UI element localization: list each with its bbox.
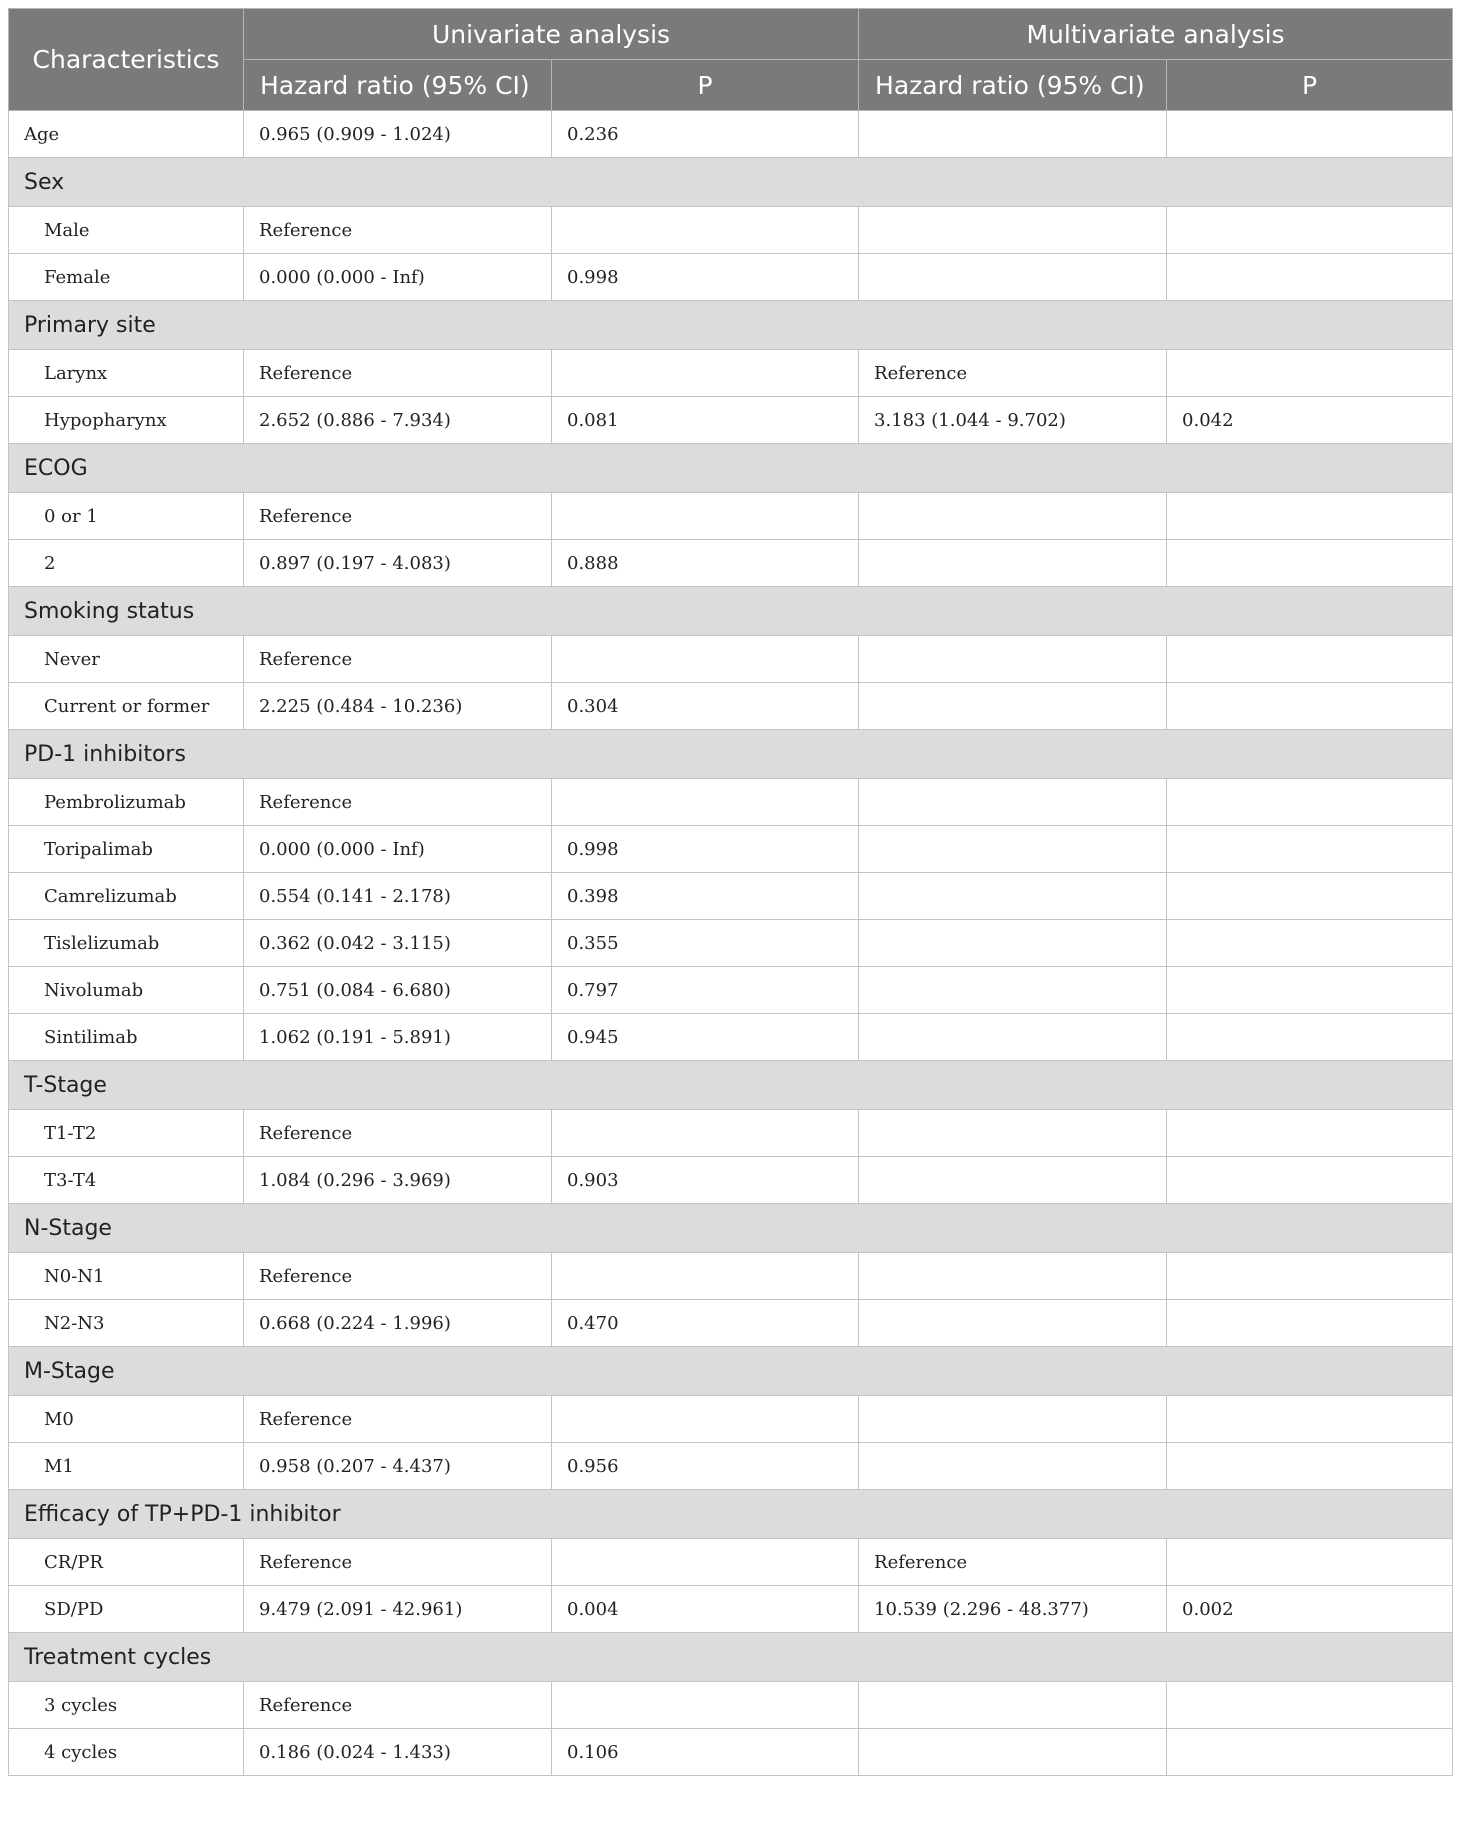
- univariate-hr-cell: 0.751 (0.084 - 6.680): [244, 967, 552, 1014]
- row-label: T1-T2: [9, 1110, 244, 1157]
- row-label: Female: [9, 254, 244, 301]
- univariate-p-cell: [552, 1396, 859, 1443]
- multivariate-hr-cell: [859, 1300, 1167, 1347]
- multivariate-p-cell: [1167, 920, 1453, 967]
- table-row: [9, 1396, 1453, 1443]
- univariate-p-cell: [552, 636, 859, 683]
- table-row: [9, 826, 1453, 873]
- univariate-hr-cell: 0.000 (0.000 - Inf): [244, 254, 552, 301]
- table-row: [9, 1682, 1453, 1729]
- row-label: N2-N3: [9, 1300, 244, 1347]
- group-label: T-Stage: [9, 1061, 1453, 1110]
- univariate-hr-cell: 0.186 (0.024 - 1.433): [244, 1729, 552, 1776]
- univariate-p-cell: [552, 1110, 859, 1157]
- row-label: Pembrolizumab: [9, 779, 244, 826]
- group-label: ECOG: [9, 444, 1453, 493]
- multivariate-p-cell: [1167, 1396, 1453, 1443]
- multivariate-hr-cell: [859, 636, 1167, 683]
- table-row: [9, 111, 1453, 158]
- multivariate-p-cell: [1167, 540, 1453, 587]
- univariate-p-cell: [552, 1682, 859, 1729]
- multivariate-p-cell: [1167, 1682, 1453, 1729]
- group-label: Efficacy of TP+PD-1 inhibitor: [9, 1490, 1453, 1539]
- table-row: [9, 1729, 1453, 1776]
- multivariate-p-cell: [1167, 111, 1453, 158]
- multivariate-p-cell: [1167, 779, 1453, 826]
- univariate-hr-cell: Reference: [244, 493, 552, 540]
- multivariate-hr-cell: 10.539 (2.296 - 48.377): [859, 1586, 1167, 1633]
- table-row: [9, 540, 1453, 587]
- univariate-hr-cell: Reference: [244, 636, 552, 683]
- multivariate-hr-cell: [859, 920, 1167, 967]
- table-row: [9, 1157, 1453, 1204]
- multivariate-hr-cell: [859, 1682, 1167, 1729]
- table-row: [9, 1014, 1453, 1061]
- univariate-hr-cell: Reference: [244, 1682, 552, 1729]
- univariate-hr-cell: 0.965 (0.909 - 1.024): [244, 111, 552, 158]
- univariate-p-cell: 0.998: [552, 826, 859, 873]
- table-row: [9, 1253, 1453, 1300]
- group-label: N-Stage: [9, 1204, 1453, 1253]
- multivariate-p-cell: [1167, 1253, 1453, 1300]
- group-header-row: [9, 444, 1453, 493]
- row-label: Male: [9, 207, 244, 254]
- multivariate-hr-cell: [859, 1110, 1167, 1157]
- univariate-hr-cell: 1.062 (0.191 - 5.891): [244, 1014, 552, 1061]
- row-label: N0-N1: [9, 1253, 244, 1300]
- table-body: [9, 111, 1453, 1776]
- table-header: [9, 9, 1453, 111]
- row-label: Current or former: [9, 683, 244, 730]
- univariate-hr-cell: 0.897 (0.197 - 4.083): [244, 540, 552, 587]
- multivariate-hr-cell: [859, 1157, 1167, 1204]
- hazard-ratio-table: [8, 8, 1453, 1776]
- univariate-p-cell: [552, 207, 859, 254]
- group-header-row: [9, 730, 1453, 779]
- univariate-hr-cell: Reference: [244, 1253, 552, 1300]
- univariate-hr-cell: 0.362 (0.042 - 3.115): [244, 920, 552, 967]
- group-header-row: [9, 1490, 1453, 1539]
- multivariate-p-cell: [1167, 967, 1453, 1014]
- table-row: [9, 920, 1453, 967]
- table-row: [9, 397, 1453, 444]
- univariate-hr-cell: 0.668 (0.224 - 1.996): [244, 1300, 552, 1347]
- header-uni-p: P: [552, 60, 859, 111]
- multivariate-hr-cell: [859, 254, 1167, 301]
- table-row: [9, 1443, 1453, 1490]
- row-label: SD/PD: [9, 1586, 244, 1633]
- table-row: [9, 1539, 1453, 1586]
- multivariate-p-cell: 0.002: [1167, 1586, 1453, 1633]
- group-header-row: [9, 1633, 1453, 1682]
- table-row: [9, 207, 1453, 254]
- table-row: [9, 493, 1453, 540]
- multivariate-p-cell: [1167, 683, 1453, 730]
- univariate-p-cell: 0.797: [552, 967, 859, 1014]
- multivariate-hr-cell: 3.183 (1.044 - 9.702): [859, 397, 1167, 444]
- univariate-hr-cell: Reference: [244, 779, 552, 826]
- multivariate-hr-cell: [859, 779, 1167, 826]
- group-label: Smoking status: [9, 587, 1453, 636]
- row-label: M1: [9, 1443, 244, 1490]
- multivariate-p-cell: [1167, 826, 1453, 873]
- multivariate-p-cell: [1167, 1110, 1453, 1157]
- table-row: [9, 683, 1453, 730]
- header-uni-hr: Hazard ratio (95% CI): [244, 60, 552, 111]
- multivariate-hr-cell: [859, 967, 1167, 1014]
- univariate-p-cell: 0.903: [552, 1157, 859, 1204]
- row-label: 4 cycles: [9, 1729, 244, 1776]
- multivariate-hr-cell: [859, 1396, 1167, 1443]
- multivariate-hr-cell: [859, 873, 1167, 920]
- multivariate-hr-cell: [859, 1253, 1167, 1300]
- univariate-p-cell: 0.998: [552, 254, 859, 301]
- row-label: 3 cycles: [9, 1682, 244, 1729]
- univariate-p-cell: 0.956: [552, 1443, 859, 1490]
- multivariate-p-cell: [1167, 1014, 1453, 1061]
- header-characteristics: Characteristics: [9, 9, 244, 111]
- table-row: [9, 1110, 1453, 1157]
- row-label: Age: [9, 111, 244, 158]
- univariate-p-cell: 0.236: [552, 111, 859, 158]
- univariate-p-cell: 0.945: [552, 1014, 859, 1061]
- univariate-p-cell: [552, 1539, 859, 1586]
- multivariate-p-cell: [1167, 207, 1453, 254]
- row-label: Hypopharynx: [9, 397, 244, 444]
- univariate-p-cell: [552, 493, 859, 540]
- table-row: [9, 873, 1453, 920]
- row-label: Toripalimab: [9, 826, 244, 873]
- multivariate-hr-cell: [859, 207, 1167, 254]
- univariate-p-cell: 0.004: [552, 1586, 859, 1633]
- multivariate-p-cell: [1167, 873, 1453, 920]
- univariate-p-cell: 0.106: [552, 1729, 859, 1776]
- row-label: 0 or 1: [9, 493, 244, 540]
- group-header-row: [9, 1204, 1453, 1253]
- group-header-row: [9, 1347, 1453, 1396]
- table-row: [9, 1300, 1453, 1347]
- multivariate-hr-cell: [859, 540, 1167, 587]
- group-header-row: [9, 301, 1453, 350]
- multivariate-p-cell: 0.042: [1167, 397, 1453, 444]
- multivariate-p-cell: [1167, 1443, 1453, 1490]
- univariate-hr-cell: 0.554 (0.141 - 2.178): [244, 873, 552, 920]
- univariate-p-cell: [552, 350, 859, 397]
- group-header-row: [9, 1061, 1453, 1110]
- row-label: CR/PR: [9, 1539, 244, 1586]
- header-multi-hr: Hazard ratio (95% CI): [859, 60, 1167, 111]
- row-label: Tislelizumab: [9, 920, 244, 967]
- multivariate-hr-cell: [859, 1443, 1167, 1490]
- row-label: Sintilimab: [9, 1014, 244, 1061]
- multivariate-p-cell: [1167, 254, 1453, 301]
- table-row: [9, 636, 1453, 683]
- row-label: T3-T4: [9, 1157, 244, 1204]
- multivariate-p-cell: [1167, 1539, 1453, 1586]
- univariate-p-cell: 0.470: [552, 1300, 859, 1347]
- univariate-hr-cell: 0.958 (0.207 - 4.437): [244, 1443, 552, 1490]
- multivariate-hr-cell: Reference: [859, 350, 1167, 397]
- multivariate-p-cell: [1167, 1729, 1453, 1776]
- group-label: PD-1 inhibitors: [9, 730, 1453, 779]
- multivariate-p-cell: [1167, 350, 1453, 397]
- univariate-hr-cell: 2.652 (0.886 - 7.934): [244, 397, 552, 444]
- table-row: [9, 350, 1453, 397]
- multivariate-hr-cell: [859, 826, 1167, 873]
- univariate-p-cell: [552, 1253, 859, 1300]
- univariate-hr-cell: Reference: [244, 207, 552, 254]
- row-label: Camrelizumab: [9, 873, 244, 920]
- header-multivariate: Multivariate analysis: [859, 9, 1453, 60]
- univariate-hr-cell: Reference: [244, 1110, 552, 1157]
- univariate-p-cell: [552, 779, 859, 826]
- row-label: Nivolumab: [9, 967, 244, 1014]
- table-row: [9, 779, 1453, 826]
- multivariate-p-cell: [1167, 1300, 1453, 1347]
- multivariate-p-cell: [1167, 493, 1453, 540]
- univariate-hr-cell: 2.225 (0.484 - 10.236): [244, 683, 552, 730]
- table-row: [9, 1586, 1453, 1633]
- univariate-hr-cell: Reference: [244, 1396, 552, 1443]
- row-label: M0: [9, 1396, 244, 1443]
- univariate-hr-cell: 0.000 (0.000 - Inf): [244, 826, 552, 873]
- univariate-p-cell: 0.888: [552, 540, 859, 587]
- multivariate-hr-cell: [859, 493, 1167, 540]
- univariate-hr-cell: Reference: [244, 1539, 552, 1586]
- univariate-p-cell: 0.304: [552, 683, 859, 730]
- row-label: Larynx: [9, 350, 244, 397]
- group-label: M-Stage: [9, 1347, 1453, 1396]
- univariate-hr-cell: 1.084 (0.296 - 3.969): [244, 1157, 552, 1204]
- univariate-hr-cell: Reference: [244, 350, 552, 397]
- group-label: Primary site: [9, 301, 1453, 350]
- multivariate-hr-cell: [859, 1014, 1167, 1061]
- multivariate-hr-cell: Reference: [859, 1539, 1167, 1586]
- multivariate-p-cell: [1167, 636, 1453, 683]
- univariate-p-cell: 0.355: [552, 920, 859, 967]
- univariate-p-cell: 0.081: [552, 397, 859, 444]
- table-row: [9, 967, 1453, 1014]
- header-multi-p: P: [1167, 60, 1453, 111]
- hazard-ratio-table-container: [8, 8, 1452, 1776]
- row-label: Never: [9, 636, 244, 683]
- group-header-row: [9, 587, 1453, 636]
- multivariate-p-cell: [1167, 1157, 1453, 1204]
- group-header-row: [9, 158, 1453, 207]
- group-label: Treatment cycles: [9, 1633, 1453, 1682]
- univariate-hr-cell: 9.479 (2.091 - 42.961): [244, 1586, 552, 1633]
- univariate-p-cell: 0.398: [552, 873, 859, 920]
- multivariate-hr-cell: [859, 683, 1167, 730]
- multivariate-hr-cell: [859, 111, 1167, 158]
- row-label: 2: [9, 540, 244, 587]
- group-label: Sex: [9, 158, 1453, 207]
- table-row: [9, 254, 1453, 301]
- header-univariate: Univariate analysis: [244, 9, 859, 60]
- multivariate-hr-cell: [859, 1729, 1167, 1776]
